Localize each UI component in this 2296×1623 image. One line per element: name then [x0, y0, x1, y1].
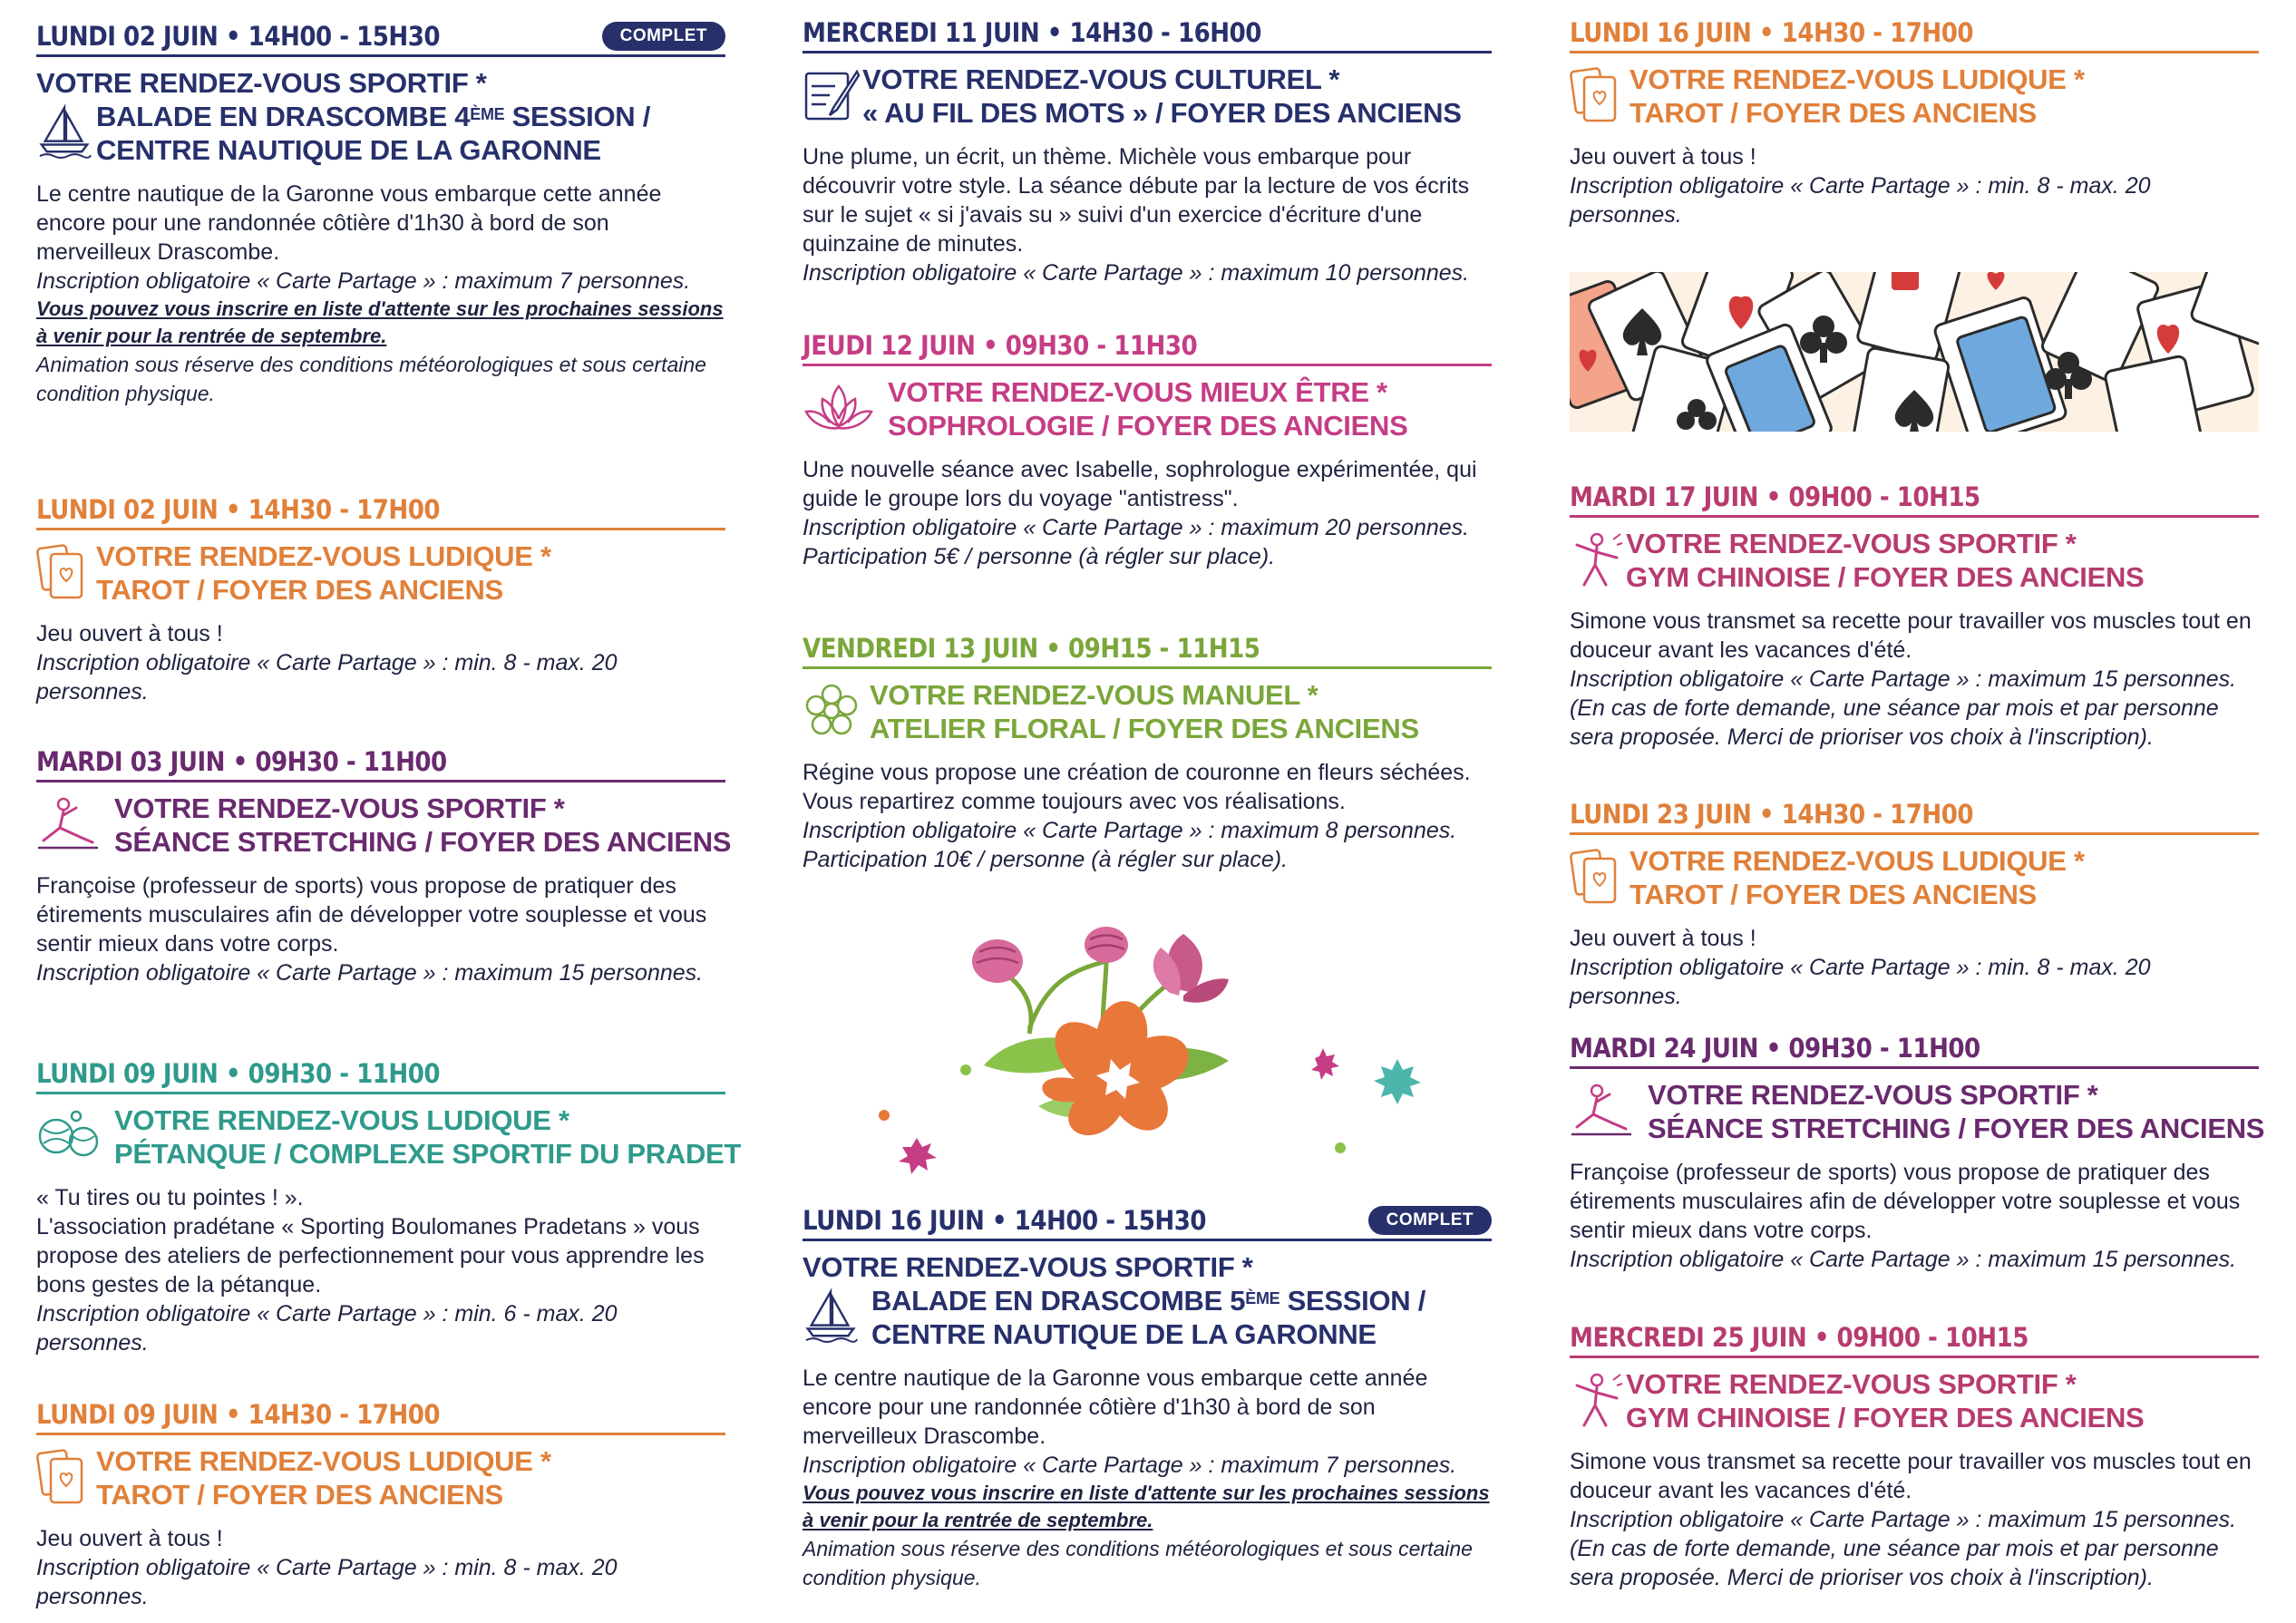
event-date-time: LUNDI 02 JUIN • 14H00 - 15H30 [36, 21, 441, 52]
event-category: VOTRE RENDEZ-VOUS CULTUREL * [862, 63, 1340, 95]
gym-exercise-icon [1570, 530, 1624, 590]
event-title: TAROT / FOYER DES ANCIENS [1630, 879, 2037, 910]
event-category: VOTRE RENDEZ-VOUS SPORTIF * [1626, 1368, 2077, 1400]
playing-cards-icon [1570, 846, 1620, 906]
event-category: VOTRE RENDEZ-VOUS SPORTIF * [36, 67, 487, 99]
event-description: Jeu ouvert à tous ! [36, 621, 223, 646]
event-header [36, 1396, 725, 1435]
event-description-2: L'association pradétane « Sporting Boulomanes Pradetans » vous propose des ateliers de perfectionnement pour vous apprendre les bons gestes de la pétanque. [36, 1214, 705, 1297]
event-title: BALADE EN DRASCOMBE 4ÈME SESSION / [96, 101, 651, 132]
event-category: VOTRE RENDEZ-VOUS SPORTIF * [803, 1251, 1253, 1283]
event-description: Simone vous transmet sa recette pour travailler vos muscles tout en douceur avant les vacances d'été. [1570, 1449, 2252, 1503]
event-header [803, 15, 1492, 53]
event-inscription: Inscription obligatoire « Carte Partage » : min. 8 - max. 20 personnes. [36, 650, 618, 705]
event-date-time: MARDI 17 JUIN • 09H00 - 10H15 [1570, 481, 1980, 512]
playing-cards-illustration [1570, 272, 2259, 432]
event-date-time: LUNDI 09 JUIN • 09H30 - 11H00 [36, 1058, 441, 1089]
event-title: SÉANCE STRETCHING / FOYER DES ANCIENS [1648, 1113, 2265, 1144]
event-date-time: VENDREDI 13 JUIN • 09H15 - 11H15 [803, 633, 1260, 664]
event-inscription: Inscription obligatoire « Carte Partage » : min. 8 - max. 20 personnes. [36, 1555, 618, 1609]
event-title: BALADE EN DRASCOMBE 5ÈME SESSION / [871, 1285, 1426, 1317]
event-category: VOTRE RENDEZ-VOUS LUDIQUE * [96, 1445, 551, 1477]
playing-cards-icon [1570, 64, 1620, 124]
stretching-icon [1570, 1082, 1633, 1142]
event-gym-chinoise-2 [1570, 1319, 2259, 1592]
event-stretching-2 [1570, 1030, 2265, 1274]
event-note: Animation sous réserve des conditions météorologiques et sous certaine condition physique. [803, 1537, 1473, 1589]
event-header [1570, 1030, 2259, 1069]
event-description: Françoise (professeur de sports) vous propose de pratiquer des étirements musculaires afin de développer votre souplesse et vous sentir mieux dans votre corps. [36, 873, 707, 957]
event-au-fil-des-mots [803, 15, 1492, 287]
event-inscription: Inscription obligatoire « Carte Partage » : maximum 7 personnes. [803, 1453, 1457, 1478]
event-category: VOTRE RENDEZ-VOUS SPORTIF * [1648, 1079, 2098, 1111]
event-atelier-floral [803, 630, 1492, 874]
event-gym-chinoise-1 [1570, 479, 2259, 752]
event-title: GYM CHINOISE / FOYER DES ANCIENS [1626, 1402, 2145, 1433]
event-category: VOTRE RENDEZ-VOUS LUDIQUE * [96, 540, 551, 572]
sailboat-icon [803, 1287, 859, 1343]
event-category: VOTRE RENDEZ-VOUS SPORTIF * [114, 792, 565, 824]
event-date-time: MARDI 03 JUIN • 09H30 - 11H00 [36, 746, 447, 777]
event-header [803, 327, 1492, 366]
event-date-time: LUNDI 09 JUIN • 14H30 - 17H00 [36, 1399, 441, 1430]
event-title: TAROT / FOYER DES ANCIENS [96, 574, 503, 606]
sailboat-icon [36, 102, 92, 159]
event-location: CENTRE NAUTIQUE DE LA GARONNE [871, 1318, 1377, 1350]
event-title: SÉANCE STRETCHING / FOYER DES ANCIENS [114, 826, 732, 858]
event-description: Le centre nautique de la Garonne vous embarque cette année encore pour une randonnée côtière d'1h30 à bord de son merveilleux Drascombe. [803, 1365, 1428, 1449]
event-inscription: Inscription obligatoire « Carte Partage » : maximum 15 personnes. [1570, 1507, 2237, 1532]
event-description: Jeu ouvert à tous ! [1570, 926, 1756, 951]
event-price: Participation 5€ / personne (à régler sur place). [803, 544, 1276, 569]
event-tarot-4 [1570, 796, 2259, 1011]
event-header [36, 18, 725, 57]
column-1 [36, 0, 742, 1623]
event-date-time: LUNDI 02 JUIN • 14H30 - 17H00 [36, 494, 441, 525]
event-description: Jeu ouvert à tous ! [1570, 144, 1756, 170]
status-badge-complet: COMPLET [1368, 1206, 1492, 1235]
event-inscription: Inscription obligatoire « Carte Partage » : maximum 8 personnes. [803, 818, 1457, 843]
event-inscription: Inscription obligatoire « Carte Partage » : maximum 20 personnes. [803, 515, 1470, 540]
event-date-time: LUNDI 16 JUIN • 14H30 - 17H00 [1570, 17, 1974, 48]
event-petanque [36, 1055, 742, 1357]
event-title: « AU FIL DES MOTS » / FOYER DES ANCIENS [862, 97, 1462, 129]
event-inscription: Inscription obligatoire « Carte Partage » : maximum 15 personnes. [1570, 666, 2237, 692]
event-date-time: JEUDI 12 JUIN • 09H30 - 11H30 [803, 330, 1198, 361]
event-note: Animation sous réserve des conditions météorologiques et sous certaine condition physique. [36, 353, 706, 405]
event-date-time: MERCREDI 11 JUIN • 14H30 - 16H00 [803, 17, 1261, 48]
event-title: TAROT / FOYER DES ANCIENS [96, 1479, 503, 1511]
gym-exercise-icon [1570, 1371, 1624, 1431]
status-badge-complet: COMPLET [602, 22, 725, 51]
event-category: VOTRE RENDEZ-VOUS LUDIQUE * [114, 1104, 569, 1136]
event-description: Le centre nautique de la Garonne vous embarque cette année encore pour une randonnée côtière d'1h30 à bord de son merveilleux Drascombe. [36, 181, 662, 265]
petanque-balls-icon [36, 1107, 103, 1165]
writing-pen-icon [803, 66, 861, 124]
event-description: Françoise (professeur de sports) vous propose de pratiquer des étirements musculaires afin de développer votre souplesse et vous sentir mieux dans votre corps. [1570, 1160, 2241, 1243]
event-header [1570, 15, 2259, 53]
event-inscription: Inscription obligatoire « Carte Partage » : min. 6 - max. 20 personnes. [36, 1301, 618, 1356]
event-header [803, 1202, 1492, 1241]
event-header [1570, 479, 2259, 518]
event-note: (En cas de forte demande, une séance par mois et par personne sera proposée. Merci de prioriser vos choix à l'inscription). [1570, 695, 2219, 750]
event-category: VOTRE RENDEZ-VOUS LUDIQUE * [1630, 845, 2085, 877]
event-inscription: Inscription obligatoire « Carte Partage » : maximum 15 personnes. [1570, 1247, 2237, 1272]
event-description: Une nouvelle séance avec Isabelle, sophrologue expérimentée, qui guide le groupe lors du voyage "antistress". [803, 457, 1477, 511]
event-category: VOTRE RENDEZ-VOUS MANUEL * [870, 679, 1318, 711]
event-description: Régine vous propose une création de couronne en fleurs séchées. Vous repartirez comme toujours avec vos réalisations. [803, 760, 1471, 814]
event-inscription: Inscription obligatoire « Carte Partage » : min. 8 - max. 20 personnes. [1570, 955, 2151, 1009]
event-inscription: Inscription obligatoire « Carte Partage » : maximum 15 personnes. [36, 960, 704, 986]
event-drascombe-4 [36, 18, 725, 408]
stretching-icon [36, 795, 100, 855]
event-title: PÉTANQUE / COMPLEXE SPORTIF DU PRADET [114, 1138, 742, 1170]
event-title: ATELIER FLORAL / FOYER DES ANCIENS [870, 713, 1419, 744]
column-3 [1570, 0, 2265, 1623]
event-description: Une plume, un écrit, un thème. Michèle vous embarque pour découvrir votre style. La séance débute par la lecture de vos écrits sur le sujet « si j'avais su » suivi d'un exercice d'écriture d'une quinzaine de minutes. [803, 144, 1470, 257]
event-header [803, 630, 1492, 669]
event-inscription: Inscription obligatoire « Carte Partage » : min. 8 - max. 20 personnes. [1570, 173, 2151, 228]
event-tarot-3 [1570, 15, 2259, 229]
waitlist-notice: Vous pouvez vous inscrire en liste d'attente sur les prochaines sessions à venir pour la rentrée de septembre. [36, 297, 724, 347]
event-date-time: LUNDI 23 JUIN • 14H30 - 17H00 [1570, 799, 1974, 830]
event-tarot-2 [36, 1396, 725, 1611]
event-header [1570, 1319, 2259, 1358]
event-inscription: Inscription obligatoire « Carte Partage » : maximum 10 personnes. [803, 260, 1470, 286]
event-sophrologie [803, 327, 1492, 571]
playing-cards-icon [36, 1446, 87, 1506]
event-category: VOTRE RENDEZ-VOUS LUDIQUE * [1630, 63, 2085, 95]
event-title: TAROT / FOYER DES ANCIENS [1630, 97, 2037, 129]
event-inscription: Inscription obligatoire « Carte Partage » : maximum 7 personnes. [36, 268, 691, 294]
column-2 [803, 0, 1492, 1623]
event-title: SOPHROLOGIE / FOYER DES ANCIENS [888, 410, 1408, 442]
event-drascombe-5 [803, 1202, 1492, 1592]
event-price: Participation 10€ / personne (à régler sur place). [803, 847, 1289, 872]
event-category: VOTRE RENDEZ-VOUS SPORTIF * [1626, 528, 2077, 559]
event-header [1570, 796, 2259, 835]
event-date-time: MARDI 24 JUIN • 09H30 - 11H00 [1570, 1033, 1980, 1064]
event-description: « Tu tires ou tu pointes ! ». [36, 1185, 304, 1210]
event-stretching-1 [36, 743, 732, 987]
flower-icon [803, 682, 861, 740]
waitlist-notice: Vous pouvez vous inscrire en liste d'attente sur les prochaines sessions à venir pour la rentrée de septembre. [803, 1482, 1490, 1531]
event-date-time: MERCREDI 25 JUIN • 09H00 - 10H15 [1570, 1322, 2028, 1353]
event-location: CENTRE NAUTIQUE DE LA GARONNE [96, 134, 601, 166]
event-header [36, 491, 725, 530]
flower-bouquet-illustration [803, 907, 1492, 1179]
event-description: Jeu ouvert à tous ! [36, 1526, 223, 1551]
event-header [36, 743, 725, 782]
event-header [36, 1055, 725, 1094]
event-title: GYM CHINOISE / FOYER DES ANCIENS [1626, 561, 2145, 593]
event-category: VOTRE RENDEZ-VOUS MIEUX ÊTRE * [888, 376, 1387, 408]
event-date-time: LUNDI 16 JUIN • 14H00 - 15H30 [803, 1205, 1207, 1236]
event-note: (En cas de forte demande, une séance par mois et par personne sera proposée. Merci de prioriser vos choix à l'inscription). [1570, 1536, 2219, 1590]
playing-cards-icon [36, 541, 87, 601]
event-description: Simone vous transmet sa recette pour travailler vos muscles tout en douceur avant les vacances d'été. [1570, 608, 2252, 663]
lotus-icon [803, 379, 875, 437]
event-tarot-1 [36, 491, 725, 706]
